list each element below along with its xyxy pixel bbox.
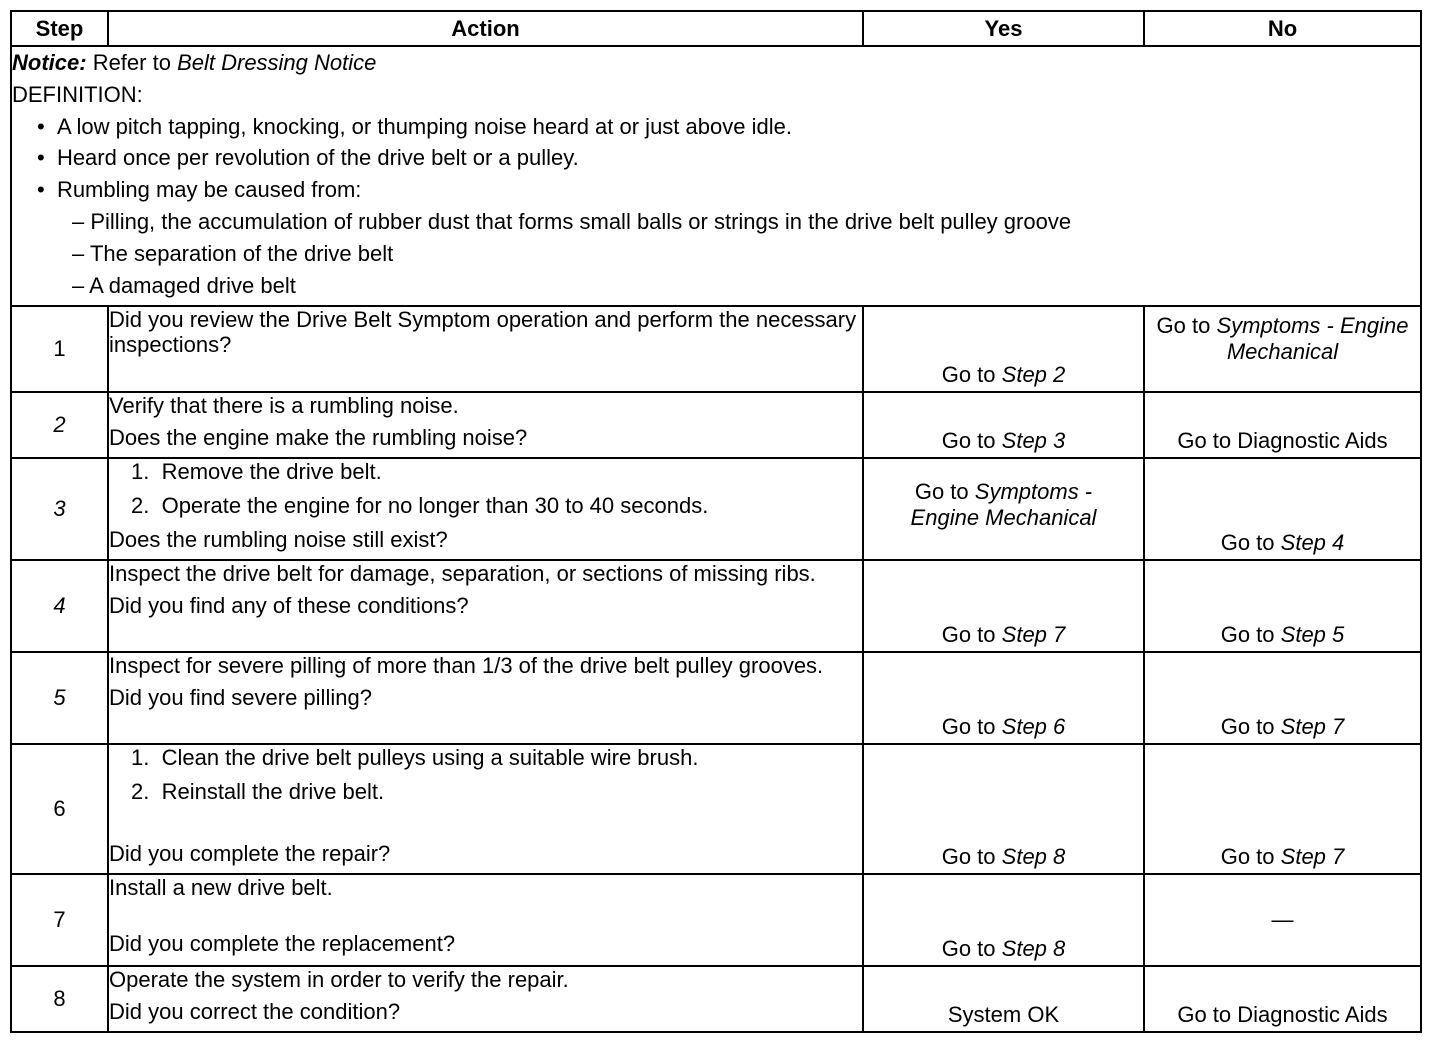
definition-bullet: • A low pitch tapping, knocking, or thumping noise heard at or just above idle. bbox=[37, 113, 792, 139]
diagnostic-table bbox=[10, 10, 1422, 1033]
yes-cell: Go to Step 6 bbox=[863, 652, 1144, 744]
no-cell: Go to Symptoms - Engine Mechanical bbox=[1144, 306, 1421, 392]
action-cell: Did you review the Drive Belt Symptom operation and perform the necessary inspections? bbox=[108, 306, 863, 392]
no-cell: Go to Step 4 bbox=[1144, 458, 1421, 560]
definition-dash: – A damaged drive belt bbox=[72, 272, 296, 298]
action-cell: Operate the system in order to verify the repair. Did you correct the condition? bbox=[108, 966, 863, 1032]
no-cell: Go to Step 5 bbox=[1144, 560, 1421, 652]
step-number: 6 bbox=[11, 744, 108, 874]
step-number: 2 bbox=[11, 392, 108, 458]
action-cell: 1. Remove the drive belt. 2. Operate the engine for no longer than 30 to 40 seconds. Does the rumbling noise still exist? bbox=[108, 458, 863, 560]
step-number: 3 bbox=[11, 458, 108, 560]
yes-cell: System OK bbox=[863, 966, 1144, 1032]
header-yes: Yes bbox=[863, 11, 1144, 46]
header-no: No bbox=[1144, 11, 1421, 46]
step-number: 7 bbox=[11, 874, 108, 966]
header-action: Action bbox=[108, 11, 863, 46]
table-row bbox=[11, 652, 1421, 744]
action-cell: Verify that there is a rumbling noise. Does the engine make the rumbling noise? bbox=[108, 392, 863, 458]
notice-cell: Notice: Refer to Belt Dressing Notice DEFINITION: • A low pitch tapping, knocking, or thumping noise heard at or just above idle. • Heard once per revolution of the drive belt or a pulley. • Rumbling may be caused from: – Pilling, the accumulation of rubber dust that forms small balls or strings in the drive belt pulley groove – The separation of the drive belt – A damaged drive belt bbox=[11, 46, 1421, 306]
definition-bullet: • Heard once per revolution of the drive belt or a pulley. bbox=[37, 145, 579, 171]
no-cell: Go to Diagnostic Aids bbox=[1144, 392, 1421, 458]
definition-heading: DEFINITION: bbox=[12, 81, 143, 107]
table-row bbox=[11, 874, 1421, 966]
table-row bbox=[11, 744, 1421, 874]
header-step: Step bbox=[11, 11, 108, 46]
table-row bbox=[11, 560, 1421, 652]
action-cell: Inspect the drive belt for damage, separation, or sections of missing ribs. Did you find any of these conditions? bbox=[108, 560, 863, 652]
action-cell: Inspect for severe pilling of more than 1/3 of the drive belt pulley grooves. Did you find severe pilling? bbox=[108, 652, 863, 744]
no-cell: Go to Step 7 bbox=[1144, 744, 1421, 874]
yes-cell: Go to Step 2 bbox=[863, 306, 1144, 392]
yes-cell: Go to Step 8 bbox=[863, 744, 1144, 874]
table-row bbox=[11, 392, 1421, 458]
no-cell: Go to Diagnostic Aids bbox=[1144, 966, 1421, 1032]
yes-cell: Go to Symptoms - Engine Mechanical bbox=[863, 458, 1144, 560]
table-row bbox=[11, 458, 1421, 560]
header-row bbox=[11, 11, 1421, 46]
step-number: 8 bbox=[11, 966, 108, 1032]
yes-cell: Go to Step 8 bbox=[863, 874, 1144, 966]
table-row bbox=[11, 966, 1421, 1032]
yes-cell: Go to Step 7 bbox=[863, 560, 1144, 652]
belt-dressing-notice-ref: Belt Dressing Notice bbox=[177, 50, 377, 75]
notice-label: Notice: bbox=[12, 50, 87, 75]
step-number: 1 bbox=[11, 306, 108, 392]
no-cell: Go to Step 7 bbox=[1144, 652, 1421, 744]
step-number: 4 bbox=[11, 560, 108, 652]
action-cell: 1. Clean the drive belt pulleys using a suitable wire brush. 2. Reinstall the drive belt. Did you complete the repair? bbox=[108, 744, 863, 874]
table-row bbox=[11, 306, 1421, 392]
action-cell: Install a new drive belt. Did you complete the replacement? bbox=[108, 874, 863, 966]
definition-dash: – Pilling, the accumulation of rubber dust that forms small balls or strings in the drive belt pulley groove bbox=[72, 208, 1072, 234]
definition-dash: – The separation of the drive belt bbox=[72, 240, 394, 266]
step-number: 5 bbox=[11, 652, 108, 744]
no-cell: — bbox=[1144, 874, 1421, 966]
notice-row bbox=[11, 46, 1421, 306]
yes-cell: Go to Step 3 bbox=[863, 392, 1144, 458]
definition-bullet: • Rumbling may be caused from: bbox=[37, 177, 362, 203]
